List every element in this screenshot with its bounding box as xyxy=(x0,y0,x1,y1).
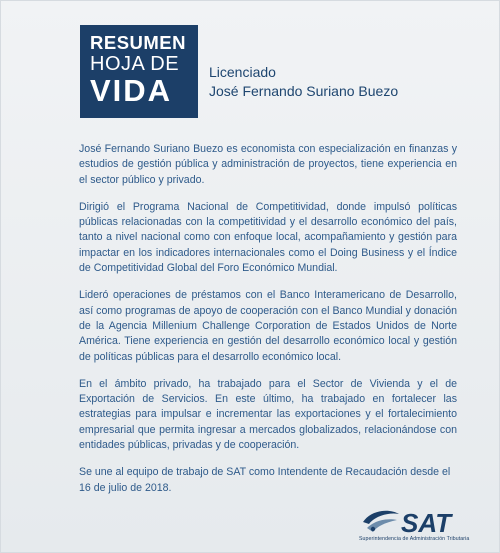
badge-line-2: HOJA DE xyxy=(90,53,180,75)
badge-line-3: VIDA xyxy=(90,73,173,108)
sat-logo-mark xyxy=(359,506,489,538)
bio-paragraph-2: Dirigió el Programa Nacional de Competitividad, donde impulsó políticas públicas relacionadas con la competitividad y el desarrollo económico del país, tanto a nivel nacional como con enfoque local, acompañamiento y gestión para impactar en los indicadores internacionales como el Doing Business y el Índice de Competitividad Global del Foro Económico Mundial. xyxy=(79,200,457,275)
profile-heading xyxy=(209,63,398,101)
profile-name: José Fernando Suriano Buezo xyxy=(209,83,399,99)
resume-badge xyxy=(80,25,198,118)
sat-wordmark: SAT xyxy=(401,508,452,538)
badge-line-1: RESUMEN xyxy=(90,32,187,53)
sat-tagline: Superintendencia de Administración Tributaria xyxy=(359,536,470,542)
profile-title: Licenciado xyxy=(209,64,276,80)
bio-paragraph-4: En el ámbito privado, ha trabajado para el Sector de Vivienda y el de Exportación de Servicios. En este último, ha trabajado en fortalecer las estrategias para impulsar e incrementar las exportaciones y el fortalecimiento empresarial que permita ingresar a mercados globalizados, relacionándose con entidades públicas, privadas y de cooperación. xyxy=(79,377,457,452)
bio-paragraph-1: José Fernando Suriano Buezo es economista con especialización en finanzas y estudios de gestión pública y administración de proyectos, tiene experiencia en el sector público y privado. xyxy=(79,143,457,186)
bio-paragraph-3: Lideró operaciones de préstamos con el Banco Interamericano de Desarrollo, así como programas de apoyo de cooperación con el Banco Mundial y donación de la Agencia Millenium Challenge Corporation de Estados Unidos de Norte América. Tiene experiencia en gestión del desarrollo económico local y gestión de políticas públicas para el desarrollo económico local. xyxy=(79,289,457,363)
sat-logo xyxy=(359,506,489,546)
bio-paragraph-5: Se une al equipo de trabajo de SAT como Intendente de Recaudación desde el 16 de julio de 2018. xyxy=(79,466,451,494)
biography xyxy=(79,142,457,508)
